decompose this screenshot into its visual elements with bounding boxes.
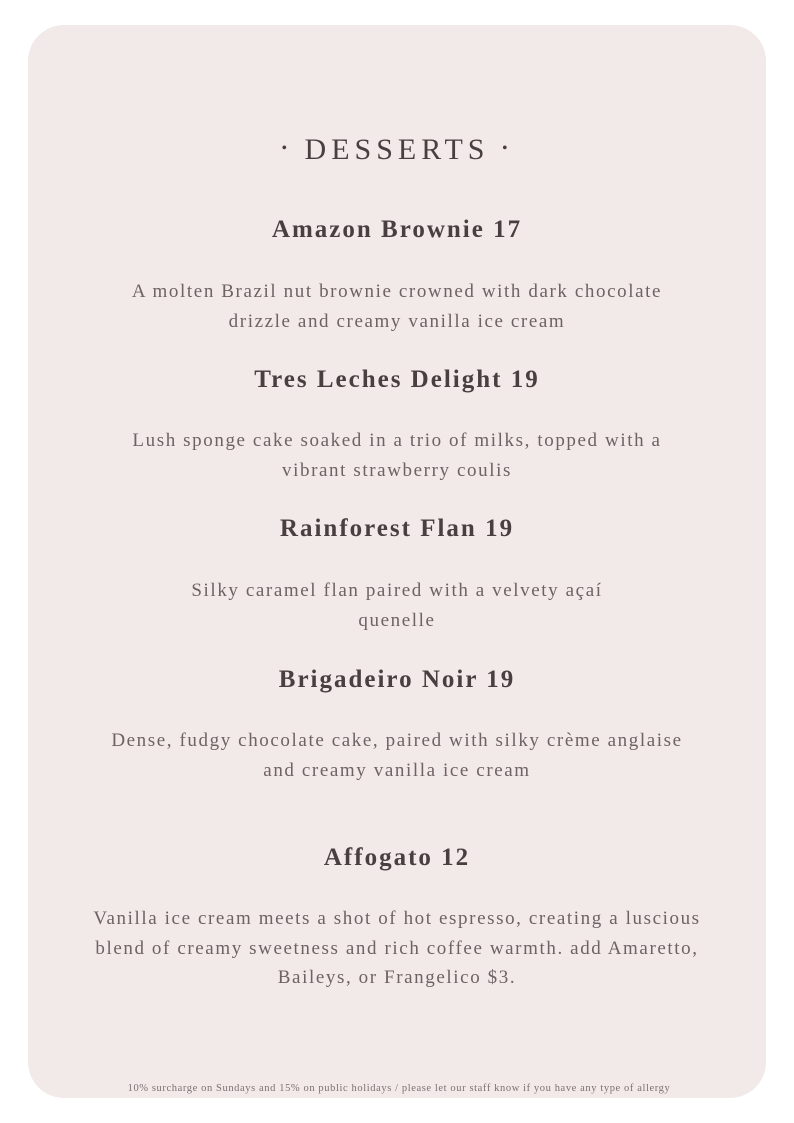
item-description-affogato: Vanilla ice cream meets a shot of hot espresso, creating a luscious blend of creamy sweetness and rich coffee warmth. add Amaretto, Baileys, or Frangelico $3. (93, 908, 701, 988)
item-title-brigadeiro-noir: Brigadeiro Noir 19 (278, 666, 516, 693)
surcharge-allergy-footnote: 10% surcharge on Sundays and 15% on public holidays / please let our staff know if you have any type of allergy (127, 1083, 671, 1094)
item-description-rainforest-flan: Silky caramel flan paired with a velvety açaí quenelle (191, 580, 603, 631)
heading-ornament-right: • (501, 140, 513, 158)
menu-heading (0, 130, 794, 172)
heading-ornament-left: • (281, 140, 293, 158)
item-description-brigadeiro-noir: Dense, fudgy chocolate cake, paired with silky crème anglaise and creamy vanilla ice cream (111, 730, 683, 781)
item-title-rainforest-flan: Rainforest Flan 19 (279, 515, 515, 542)
item-title-amazon-brownie: Amazon Brownie 17 (271, 216, 523, 243)
item-description-tres-leches-delight: Lush sponge cake soaked in a trio of milks, topped with a vibrant strawberry coulis (132, 430, 662, 481)
item-title-tres-leches-delight: Tres Leches Delight 19 (254, 366, 540, 393)
item-title-affogato: Affogato 12 (323, 844, 471, 871)
menu-heading-text: DESSERTS (304, 133, 490, 166)
item-description-amazon-brownie: A molten Brazil nut brownie crowned with dark chocolate drizzle and creamy vanilla ice cream (131, 281, 663, 332)
